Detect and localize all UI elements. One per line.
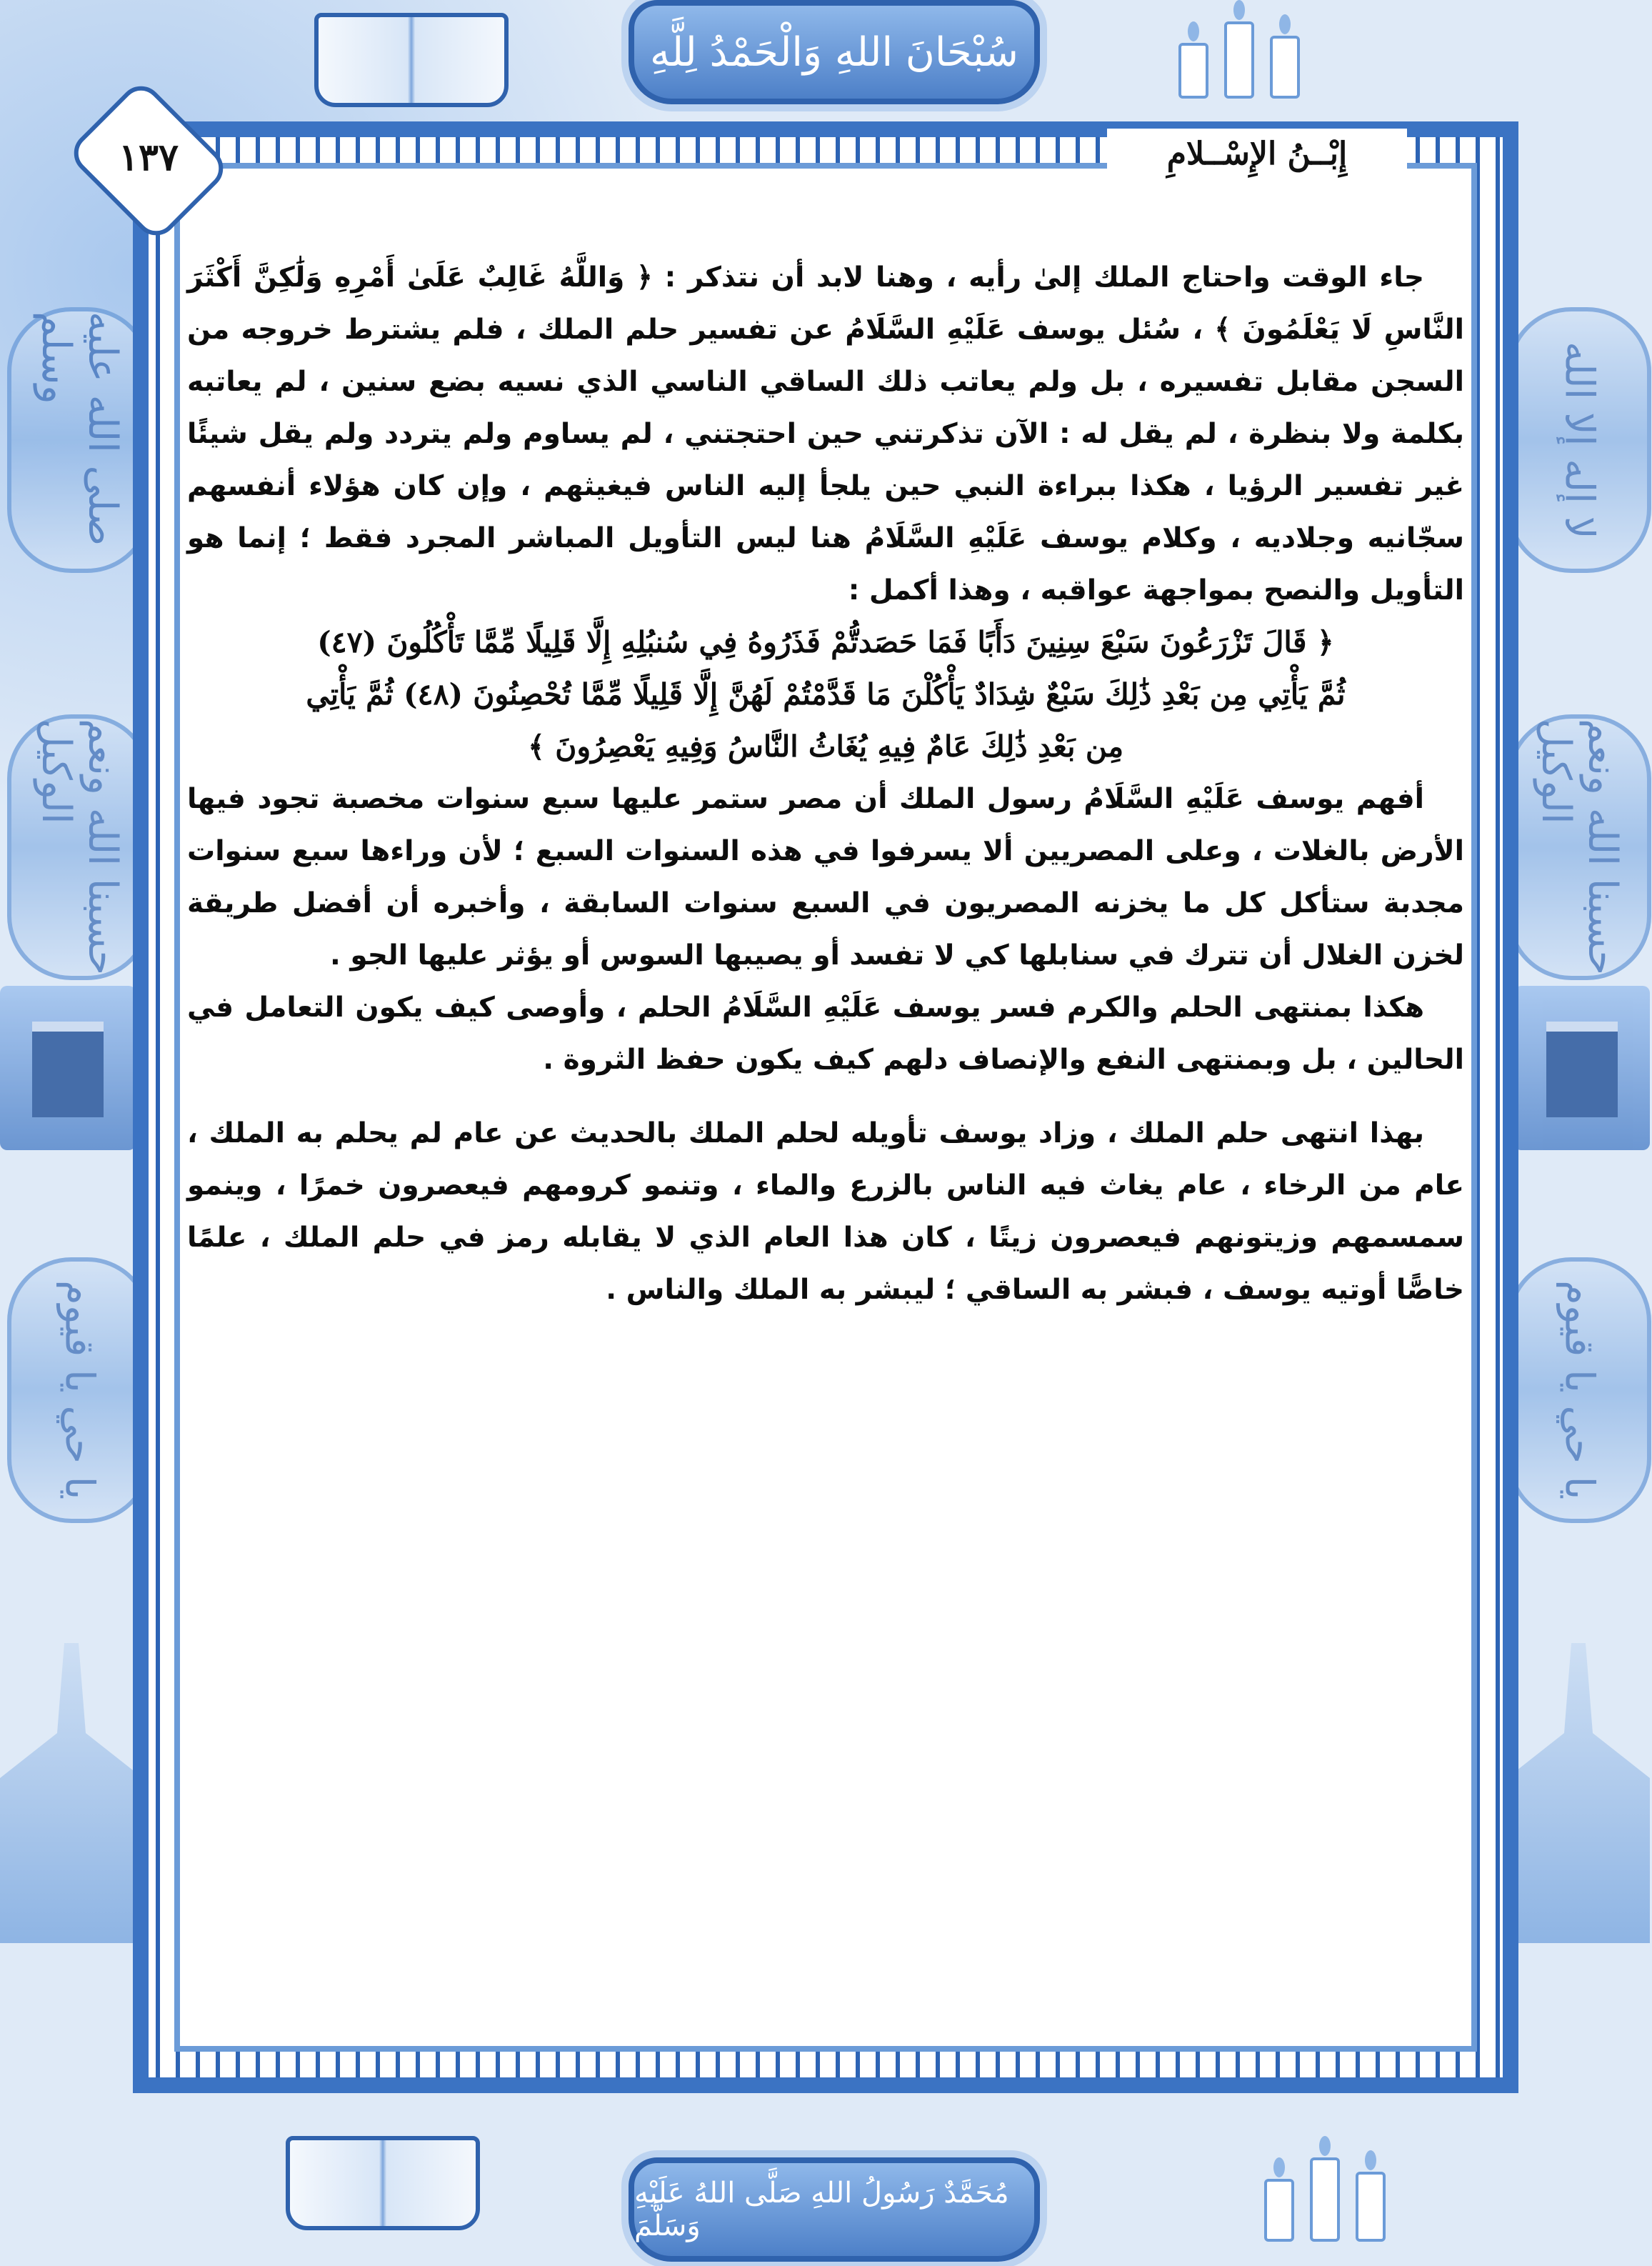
bottom-banner-text: مُحَمَّدٌ رَسُولُ اللهِ صَلَّى اللهُ عَلَيْهِ وَسَلَّمَ — [634, 2177, 1009, 2242]
open-book-bottom-left-icon — [286, 2136, 480, 2230]
paragraph-4: بهذا انتهى حلم الملك ، وزاد يوسف تأويله لحلم الملك بالحديث عن عام لم يحلم به الملك ، عام من الرخاء ، عام يغاث فيه الناس بالزرع والماء ، وتنمو كرومهم فيعصرون خمرًا ، وينمو سمسمهم وزيتونهم فيعصرون زيتًا ، كان هذا العام الذي لا يقابله رمز في حلم الملك ، علمًا خاصًّا أوتيه يوسف ، فبشر به الساقي ؛ ليبشر به الملك والناس . — [187, 1117, 1464, 1306]
bottom-banner — [629, 2157, 1040, 2262]
right-medallion-text: لا إله إلا الله — [1556, 341, 1603, 539]
top-banner — [629, 0, 1040, 104]
right-bottom-medallion-text: يا حي يا قيوم — [1556, 1280, 1603, 1500]
top-banner-text: سُبْحَانَ اللهِ وَالْحَمْدُ لِلَّهِ — [650, 29, 1018, 76]
paragraph-1: جاء الوقت واحتاج الملك إلىٰ رأيه ، وهنا لابد أن نتذكر : ﴿ وَاللَّهُ غَالِبٌ عَلَىٰ أَمْرِهِ وَلَٰكِنَّ أَكْثَرَ النَّاسِ لَا يَعْلَمُونَ ﴾ ، سُئل يوسف عَلَيْهِ السَّلَامُ عن تفسير حلم الملك ، فلم يشترط خروجه من السجن مقابل تفسيره ، بل ولم يعاتب ذلك الساقي الناسي الذي نسيه بضع سنين ، لم يعاتبه بكلمة ولا بنظرة ، لم يقل له : الآن تذكرتني حين احتجتني ، لم يساوم ولم يتردد ولم يقل شيئًا غير تفسير الرؤيا ، هكذا ببراءة النبي حين يلجأ إليه الناس فيغيثهم ، وإن كان هؤلاء أنفسهم سجّانيه وجلاديه ، وكلام يوسف عَلَيْهِ السَّلَامُ هنا ليس التأويل المباشر المجرد فقط ؛ إنما هو التأويل والنصح بمواجهة عواقبه ، وهذا أكمل : — [187, 261, 1464, 607]
quran-verse-line-3: مِن بَعْدِ ذَٰلِكَ عَامٌ فِيهِ يُغَاثُ النَّاسُ وَفِيهِ يَعْصِرُونَ ﴾ — [527, 729, 1124, 764]
kaaba-left-icon — [0, 986, 136, 1150]
page-content — [187, 251, 1464, 1316]
left-bottom-medallion — [7, 1257, 151, 1523]
candles-bottom-right-icon — [1264, 2157, 1386, 2242]
kaaba-right-icon — [1514, 986, 1650, 1150]
left-medallion-text: صلى الله عليه وسلم — [33, 311, 126, 546]
left-medallion — [7, 307, 151, 573]
candles-top-right-icon — [1178, 21, 1300, 99]
right-medallion — [1507, 307, 1651, 573]
quran-verse-line-1: ﴿ قَالَ تَزْرَعُونَ سَبْعَ سِنِينَ دَأَبًا فَمَا حَصَدتُّمْ فَذَرُوهُ فِي سُنبُلِهِ إِلَّا قَلِيلًا مِّمَّا تَأْكُلُونَ (٤٧) — [317, 625, 1334, 659]
left-bottom-medallion-text: يا حي يا قيوم — [56, 1280, 103, 1500]
right-lower-medallion-text: حسبنا الله ونعم الوكيل — [1533, 719, 1626, 976]
quran-verse-line-2: ثُمَّ يَأْتِي مِن بَعْدِ ذَٰلِكَ سَبْعٌ شِدَادٌ يَأْكُلْنَ مَا قَدَّمْتُمْ لَهُنَّ إِلَّا قَلِيلًا مِّمَّا تُحْصِنُونَ (٤٨) ثُمَّ يَأْتِي — [306, 677, 1346, 712]
left-lower-medallion — [7, 714, 151, 980]
paragraph-3: هكذا بمنتهى الحلم والكرم فسر يوسف عَلَيْهِ السَّلَامُ الحلم ، وأوصى كيف يكون التعامل في الحالين ، بل وبمنتهى النفع والإنصاف دلهم كيف يكون حفظ الثروة . — [187, 992, 1464, 1076]
running-title: إِبْــنُ الإِسْــلامِ — [1107, 129, 1407, 179]
right-lower-medallion — [1507, 714, 1651, 980]
right-bottom-medallion — [1507, 1257, 1651, 1523]
page-number: ١٣٧ — [119, 136, 179, 179]
paragraph-2: أفهم يوسف عَلَيْهِ السَّلَامُ رسول الملك أن مصر ستمر عليها سبع سنوات مخصبة تجود فيها الأرض بالغلات ، وعلى المصريين ألا يسرفوا في هذه السنوات السبع ؛ لأن وراءها سبع سنوات مجدبة ستأكل كل ما يخزنه المصريون في السبع سنوات السابقة ، وأخبره أن أفضل طريقة لخزن الغلال أن تترك في سنابلها كي لا تفسد أو يصيبها السوس أو يؤثر عليها الجو . — [187, 783, 1464, 972]
left-lower-medallion-text: حسبنا الله ونعم الوكيل — [33, 719, 126, 976]
open-book-top-left-icon — [314, 13, 509, 107]
